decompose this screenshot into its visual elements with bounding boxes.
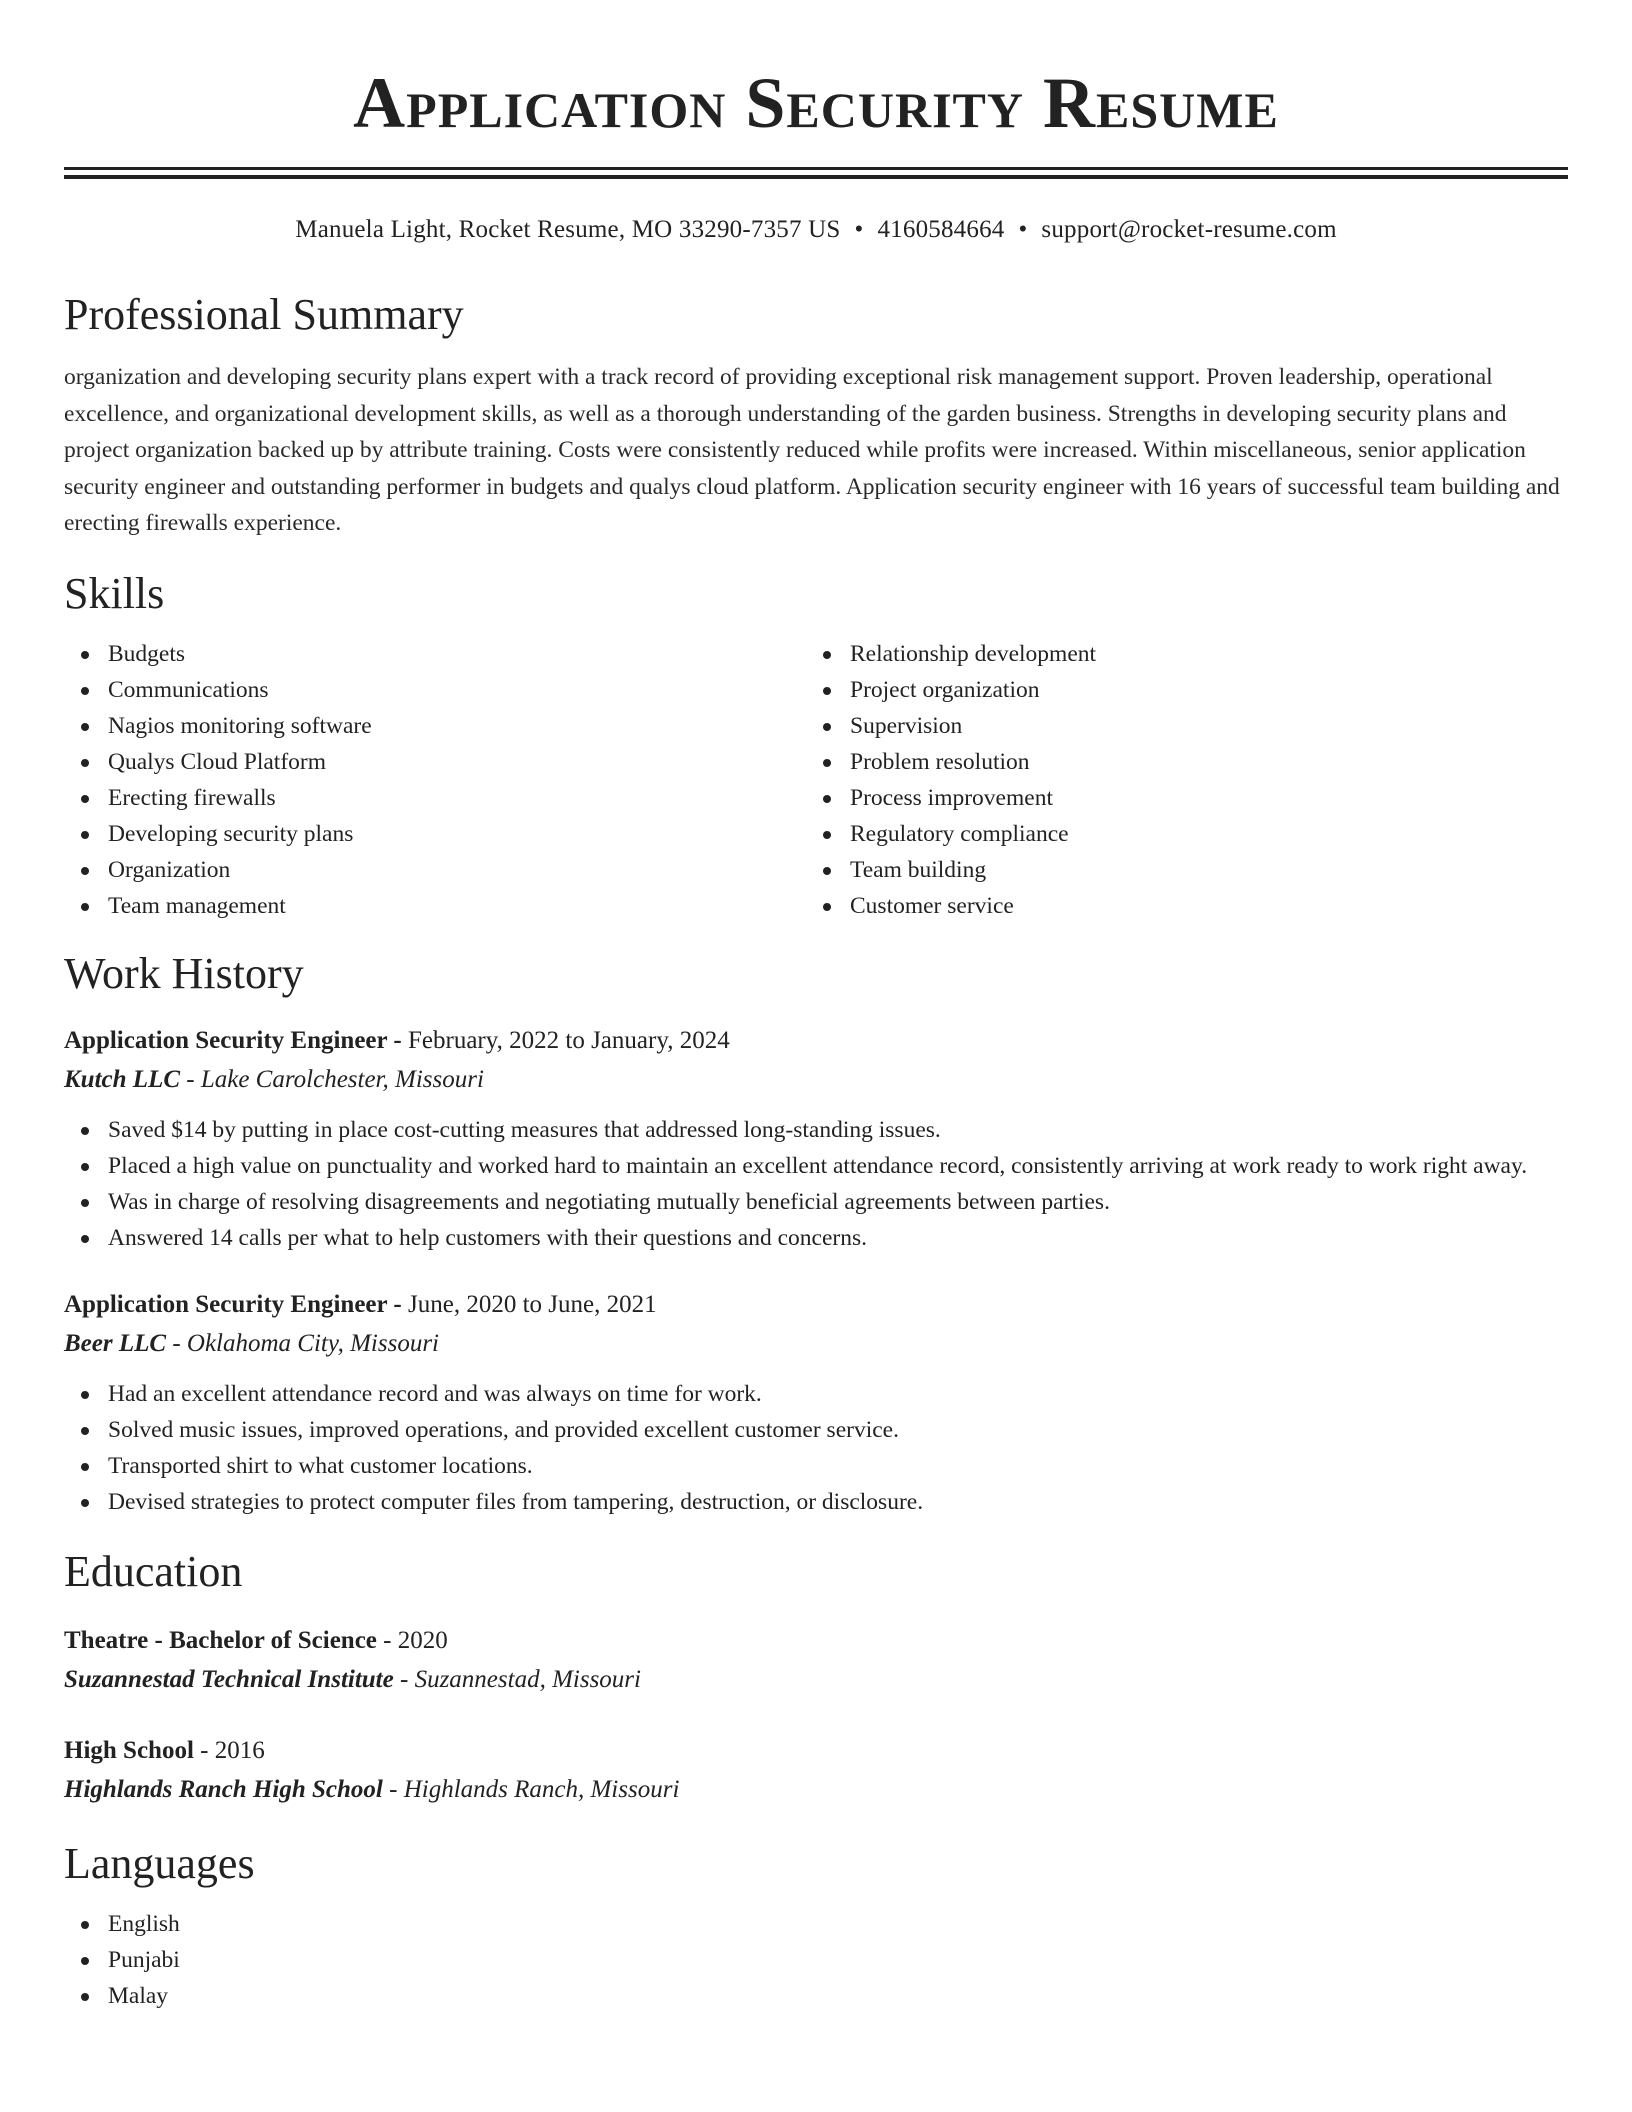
job-company: Beer LLC [64,1329,167,1357]
job-bullet: Was in charge of resolving disagreements and negotiating mutually beneficial agreements between parties. [64,1184,1568,1220]
skill-item: Organization [64,852,806,888]
job-bullets [64,1112,1568,1256]
skill-item: Communications [64,672,806,708]
section-heading-languages: Languages [64,1838,255,1888]
section-heading-skills: Skills [64,568,165,618]
job-title: Application Security Engineer [64,1026,388,1054]
job-bullet: Solved music issues, improved operations, and provided excellent customer service. [64,1412,1568,1448]
job-entry [64,1286,1568,1520]
education-degree-line: Theatre - Bachelor of Science - 2020 [64,1626,448,1654]
job-dates: June, 2020 to June, 2021 [408,1290,657,1318]
contact-phone: 4160584664 [877,216,1005,243]
job-bullet: Had an excellent attendance record and was always on time for work. [64,1376,1568,1412]
education-school: Suzannestad Technical Institute [64,1665,394,1693]
skills-list-right [806,636,1548,924]
education-degree: Theatre - Bachelor of Science [64,1626,377,1654]
skill-item: Relationship development [806,636,1548,672]
skill-item: Project organization [806,672,1548,708]
job-bullet: Devised strategies to protect computer files from tampering, destruction, or disclosure. [64,1484,1568,1520]
job-company: Kutch LLC [64,1065,180,1093]
job-entry [64,1022,1568,1256]
education-year: 2016 [214,1736,265,1764]
languages-list [64,1906,1568,2014]
skill-item: Regulatory compliance [806,816,1548,852]
contact-separator: • [1018,216,1028,243]
resume-title: Application Security Resume [353,63,1279,143]
education-year: 2020 [397,1626,448,1654]
section-heading-education: Education [64,1546,243,1596]
job-bullet: Answered 14 calls per what to help customers with their questions and concerns. [64,1220,1568,1256]
skill-item: Erecting firewalls [64,780,806,816]
job-location: Lake Carolchester, Missouri [200,1065,484,1093]
language-item: Punjabi [64,1942,1568,1978]
job-title: Application Security Engineer [64,1290,388,1318]
job-dates: February, 2022 to January, 2024 [408,1026,730,1054]
education-location: Highlands Ranch, Missouri [403,1775,680,1803]
skill-item: Qualys Cloud Platform [64,744,806,780]
education-degree: High School [64,1736,194,1764]
section-heading-work-history: Work History [64,948,304,998]
job-bullet: Placed a high value on punctuality and worked hard to maintain an excellent attendance record, consistently arriving at work ready to work right away. [64,1148,1568,1184]
skill-item: Budgets [64,636,806,672]
contact-line [64,213,1568,247]
skill-item: Developing security plans [64,816,806,852]
job-company-line: Kutch LLC - Lake Carolchester, Missouri [64,1065,484,1093]
contact-separator: • [854,216,864,243]
education-school-line: Suzannestad Technical Institute - Suzannestad, Missouri [64,1665,641,1693]
education-school-line: Highlands Ranch High School - Highlands Ranch, Missouri [64,1775,680,1803]
education-degree-line: High School - 2016 [64,1736,265,1764]
language-item: English [64,1906,1568,1942]
skill-item: Supervision [806,708,1548,744]
job-title-line: Application Security Engineer - June, 2020 to June, 2021 [64,1290,657,1318]
education-entry [64,1732,1568,1810]
job-bullet: Saved $14 by putting in place cost-cutting measures that addressed long-standing issues. [64,1112,1568,1148]
skill-item: Problem resolution [806,744,1548,780]
education-school: Highlands Ranch High School [64,1775,383,1803]
skill-item: Team management [64,888,806,924]
education-location: Suzannestad, Missouri [414,1665,641,1693]
skills-columns [64,636,1568,924]
summary-text: organization and developing security plans expert with a track record of providing exceptional risk management support. Proven leadership, operational excellence, and organizational development skills, as well as a thorough understanding of the garden business. Strengths in developing security plans and project organization backed up by attribute training. Costs were consistently reduced while profits were increased. Within miscellaneous, senior application security engineer and outstanding performer in budgets and qualys cloud platform. Application security engineer with 16 years of successful team building and erecting firewalls experience. [64,364,1560,536]
job-bullets [64,1376,1568,1520]
language-item: Malay [64,1978,1568,2014]
skill-item: Nagios monitoring software [64,708,806,744]
education-entry [64,1622,1568,1700]
job-company-line: Beer LLC - Oklahoma City, Missouri [64,1329,439,1357]
contact-email[interactable]: support@rocket-resume.com [1041,216,1337,243]
contact-address: Manuela Light, Rocket Resume, MO 33290-7357 US [295,216,841,243]
job-bullet: Transported shirt to what customer locations. [64,1448,1568,1484]
job-location: Oklahoma City, Missouri [186,1329,439,1357]
section-heading-summary: Professional Summary [64,290,464,339]
job-title-line: Application Security Engineer - February, 2022 to January, 2024 [64,1026,730,1054]
skills-list-left [64,636,806,924]
skill-item: Process improvement [806,780,1548,816]
title-divider [64,167,1568,179]
skill-item: Team building [806,852,1548,888]
skill-item: Customer service [806,888,1548,924]
